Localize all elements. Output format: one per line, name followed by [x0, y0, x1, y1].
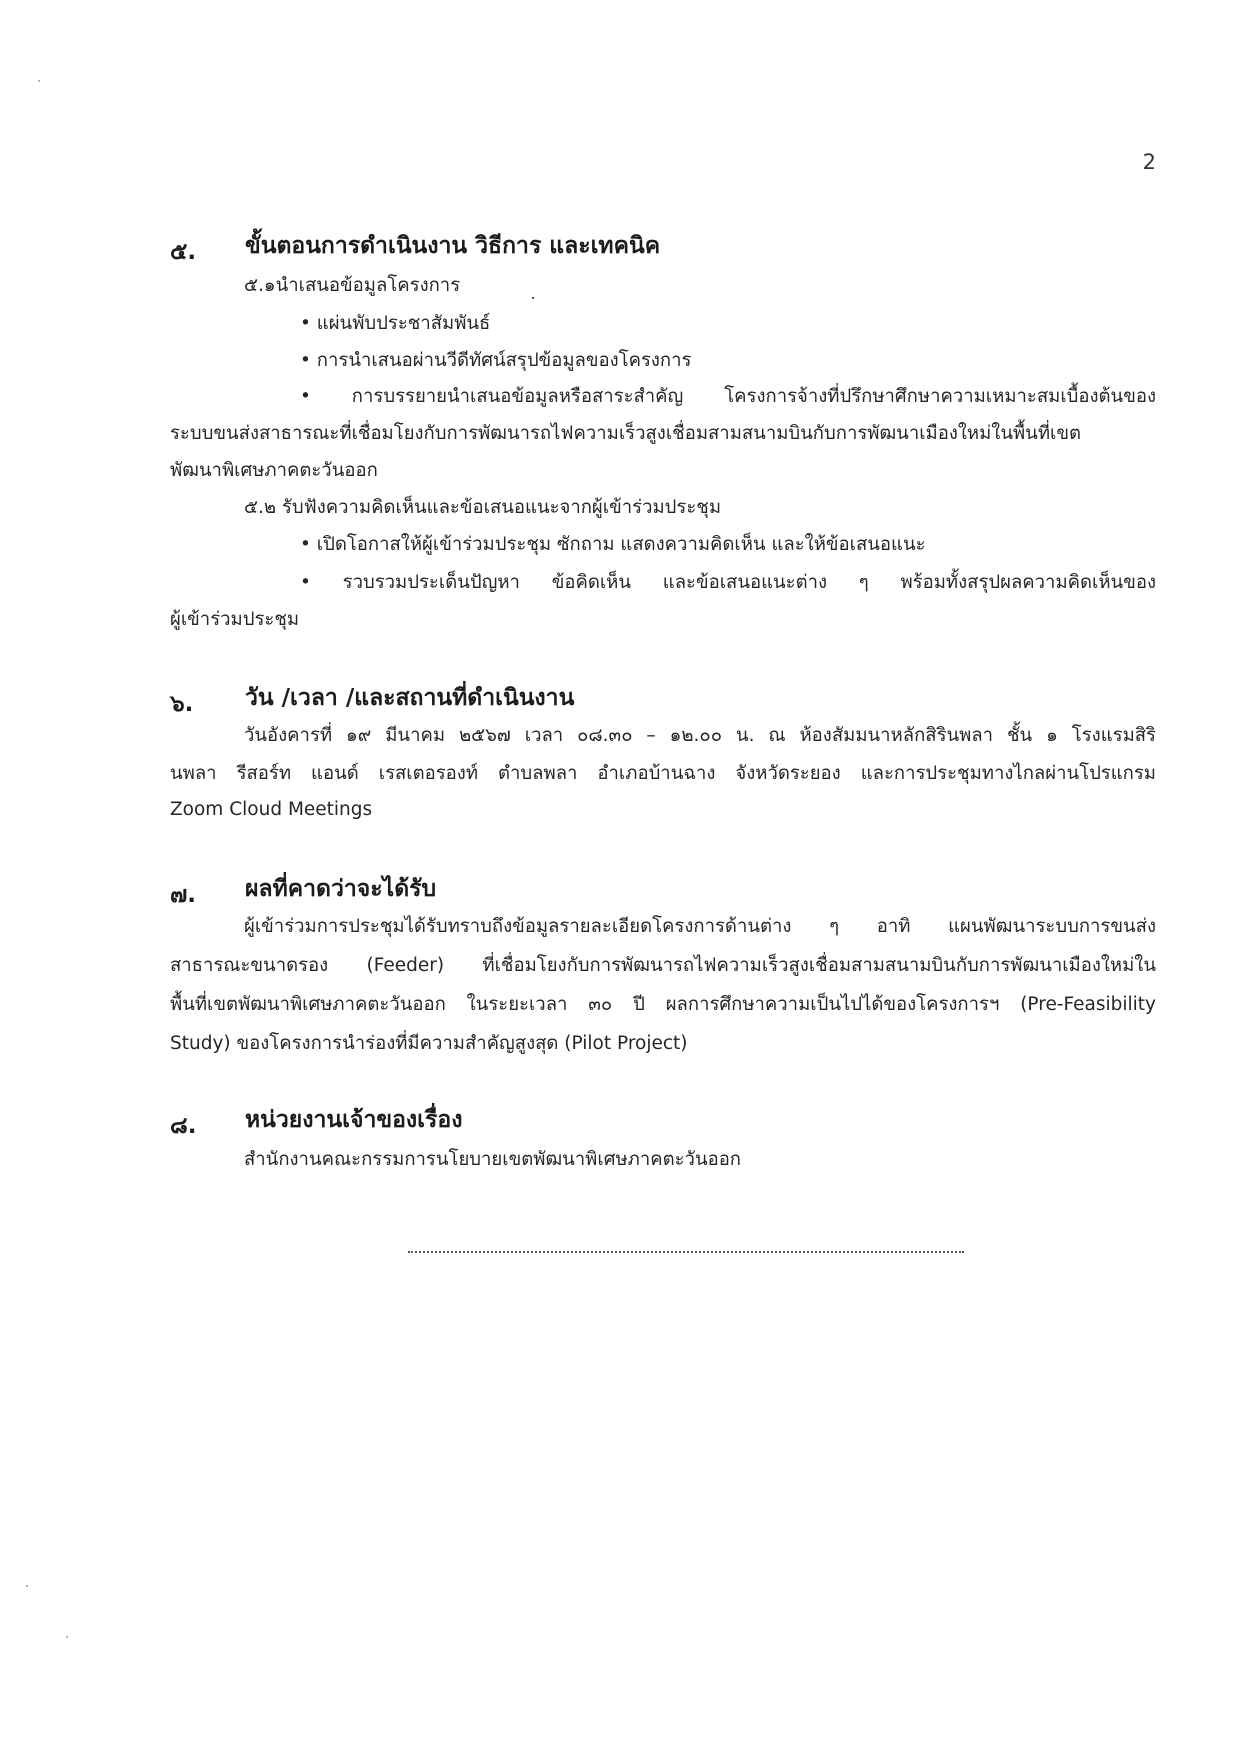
section-number: ๗. [170, 882, 197, 908]
paragraph-line: Study) ของโครงการนำร่องที่มีความสำคัญสูงสุด (Pilot Project) [170, 1033, 688, 1054]
bullet-continuation: พัฒนาพิเศษภาคตะวันออก [170, 460, 378, 481]
end-divider [408, 1251, 964, 1253]
scan-speck [38, 80, 40, 82]
bullet-item: • รวบรวมประเด็นปัญหา ข้อคิดเห็น และข้อเสนอแนะต่าง ๆ พร้อมทั้งสรุปผลความคิดเห็นของ [300, 572, 1156, 593]
subsection-5-1-heading: ๕.๑นำเสนอข้อมูลโครงการ [244, 275, 461, 296]
section-title: วัน /เวลา /และสถานที่ดำเนินงาน [245, 685, 575, 711]
scan-speck [532, 297, 534, 299]
paragraph-line: นพลา รีสอร์ท แอนด์ เรสเตอรองท์ ตำบลพลา อำเภอบ้านฉาง จังหวัดระยอง และการประชุมทางไกลผ่านโปรแกรม [170, 763, 1156, 784]
scan-speck [66, 1636, 68, 1638]
paragraph-line: Zoom Cloud Meetings [170, 799, 373, 820]
bullet-item: • แผ่นพับประชาสัมพันธ์ [300, 313, 491, 334]
section-title: ขั้นตอนการดำเนินงาน วิธีการ และเทคนิค [245, 233, 661, 259]
bullet-continuation: ระบบขนส่งสาธารณะที่เชื่อมโยงกับการพัฒนารถไฟความเร็วสูงเชื่อมสามสนามบินกับการพัฒนาเมืองใหม่ในพื้นที่เขต [170, 423, 1081, 444]
paragraph-line: สาธารณะขนาดรอง (Feeder) ที่เชื่อมโยงกับการพัฒนารถไฟความเร็วสูงเชื่อมสามสนามบินกับการพัฒนาเมืองใหม่ใน [170, 955, 1156, 976]
section-title: ผลที่คาดว่าจะได้รับ [245, 876, 437, 902]
bullet-item: • การนำเสนอผ่านวีดีทัศน์สรุปข้อมูลของโครงการ [300, 350, 692, 371]
bullet-continuation: ผู้เข้าร่วมประชุม [170, 609, 300, 630]
paragraph-line: พื้นที่เขตพัฒนาพิเศษภาคตะวันออก ในระยะเวลา ๓๐ ปี ผลการศึกษาความเป็นไปได้ของโครงการฯ (Pre-Feasibility [170, 994, 1156, 1015]
paragraph-line: วันอังคารที่ ๑๙ มีนาคม ๒๕๖๗ เวลา ๐๘.๓๐ – ๑๒.๐๐ น. ณ ห้องสัมมนาหลักสิรินพลา ชั้น ๑ โรงแรมสิริ [244, 725, 1156, 746]
bullet-item: • การบรรยายนำเสนอข้อมูลหรือสาระสำคัญ โครงการจ้างที่ปรึกษาศึกษาความเหมาะสมเบื้องต้นของ [300, 386, 1156, 407]
section-title: หน่วยงานเจ้าของเรื่อง [245, 1107, 463, 1133]
section-number: ๘. [170, 1113, 197, 1139]
section-number: ๕. [170, 239, 197, 265]
subsection-5-2-heading: ๕.๒ รับฟังความคิดเห็นและข้อเสนอแนะจากผู้เข้าร่วมประชุม [244, 497, 722, 518]
scan-speck [26, 1585, 28, 1587]
section-7-heading [0, 871, 1240, 907]
bullet-item: • เปิดโอกาสให้ผู้เข้าร่วมประชุม ซักถาม แสดงความคิดเห็น และให้ข้อเสนอแนะ [300, 534, 926, 555]
paragraph-line: สำนักงานคณะกรรมการนโยบายเขตพัฒนาพิเศษภาคตะวันออก [244, 1149, 742, 1170]
section-number: ๖. [170, 691, 194, 717]
section-5-heading [0, 228, 1240, 264]
section-8-heading [0, 1102, 1240, 1138]
paragraph-line: ผู้เข้าร่วมการประชุมได้รับทราบถึงข้อมูลรายละเอียดโครงการด้านต่าง ๆ อาทิ แผนพัฒนาระบบการขนส่ง [244, 916, 1156, 937]
section-6-heading [0, 680, 1240, 716]
page-number: 2 [1142, 150, 1156, 174]
